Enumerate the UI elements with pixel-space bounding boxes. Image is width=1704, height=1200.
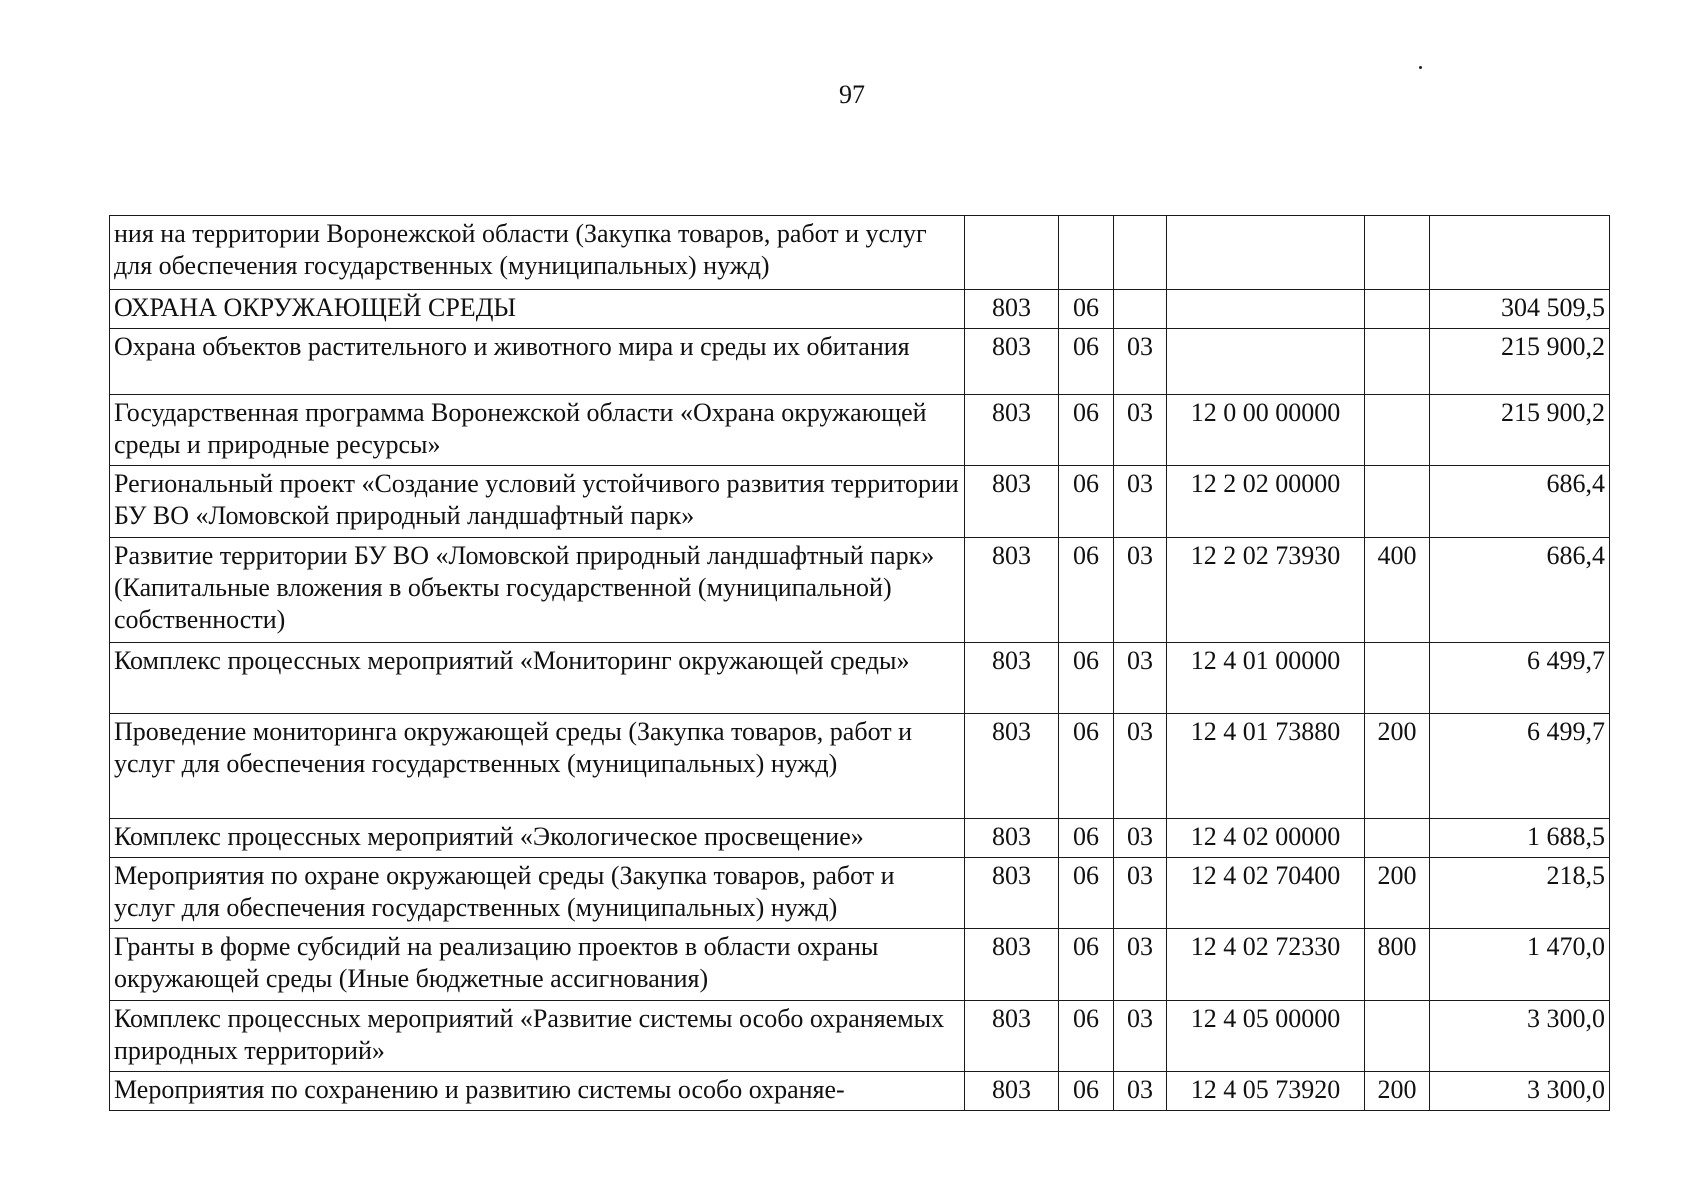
row-sum: 6 499,7 [1430, 643, 1610, 714]
table-row [110, 819, 1610, 858]
row-gr: 803 [965, 858, 1059, 929]
row-vr: 800 [1365, 929, 1430, 1001]
row-gr: 803 [965, 929, 1059, 1001]
row-gr: 803 [965, 329, 1059, 395]
row-name: Мероприятия по сохранению и развитию системы особо охраняе- [110, 1072, 965, 1111]
row-gr: 803 [965, 643, 1059, 714]
row-pr: 03 [1114, 466, 1167, 538]
row-vr [1365, 819, 1430, 858]
row-vr: 200 [1365, 714, 1430, 819]
row-gr: 803 [965, 714, 1059, 819]
row-name: Комплекс процессных мероприятий «Экологическое просвещение» [110, 819, 965, 858]
row-vr [1365, 290, 1430, 329]
page-number: 97 [839, 80, 865, 109]
row-sum: 686,4 [1430, 538, 1610, 643]
row-pr: 03 [1114, 643, 1167, 714]
row-sum: 1 470,0 [1430, 929, 1610, 1001]
row-csr [1167, 216, 1365, 290]
table-row [110, 1001, 1610, 1072]
row-sum [1430, 216, 1610, 290]
table-row [110, 466, 1610, 538]
row-pr [1114, 290, 1167, 329]
table-row [110, 714, 1610, 819]
row-csr: 12 4 05 00000 [1167, 1001, 1365, 1072]
row-rz: 06 [1059, 538, 1114, 643]
row-pr: 03 [1114, 329, 1167, 395]
row-vr: 200 [1365, 858, 1430, 929]
row-gr: 803 [965, 466, 1059, 538]
row-pr: 03 [1114, 538, 1167, 643]
row-gr: 803 [965, 1072, 1059, 1111]
row-name: Проведение мониторинга окружающей среды (Закупка товаров, работ и услуг для обеспечения государственных (муниципальных) нужд) [110, 714, 965, 819]
row-rz: 06 [1059, 329, 1114, 395]
row-rz: 06 [1059, 819, 1114, 858]
table-row [110, 290, 1610, 329]
row-sum: 215 900,2 [1430, 329, 1610, 395]
row-csr: 12 2 02 73930 [1167, 538, 1365, 643]
row-vr [1365, 216, 1430, 290]
row-csr [1167, 290, 1365, 329]
scan-artifact [1419, 66, 1422, 69]
row-rz [1059, 216, 1114, 290]
row-gr: 803 [965, 819, 1059, 858]
row-gr: 803 [965, 395, 1059, 466]
row-rz: 06 [1059, 1072, 1114, 1111]
row-name: Охрана объектов растительного и животного мира и среды их обитания [110, 329, 965, 395]
row-pr: 03 [1114, 1072, 1167, 1111]
row-name: Комплекс процессных мероприятий «Развитие системы особо охраняемых природных территорий» [110, 1001, 965, 1072]
row-name: Гранты в форме субсидий на реализацию проектов в области охраны окружающей среды (Иные бюджетные ассигнования) [110, 929, 965, 1001]
row-rz: 06 [1059, 643, 1114, 714]
row-sum: 3 300,0 [1430, 1001, 1610, 1072]
table-row [110, 1072, 1610, 1111]
row-pr: 03 [1114, 858, 1167, 929]
row-rz: 06 [1059, 395, 1114, 466]
row-rz: 06 [1059, 290, 1114, 329]
row-csr: 12 4 01 00000 [1167, 643, 1365, 714]
row-pr: 03 [1114, 929, 1167, 1001]
row-rz: 06 [1059, 1001, 1114, 1072]
row-sum: 3 300,0 [1430, 1072, 1610, 1111]
row-sum: 215 900,2 [1430, 395, 1610, 466]
row-vr [1365, 395, 1430, 466]
table-row [110, 329, 1610, 395]
row-name: Комплекс процессных мероприятий «Мониторинг окружающей среды» [110, 643, 965, 714]
row-sum: 686,4 [1430, 466, 1610, 538]
row-vr [1365, 1001, 1430, 1072]
row-csr: 12 4 02 72330 [1167, 929, 1365, 1001]
row-sum: 1 688,5 [1430, 819, 1610, 858]
row-csr: 12 4 02 00000 [1167, 819, 1365, 858]
row-vr: 400 [1365, 538, 1430, 643]
table-row [110, 858, 1610, 929]
row-rz: 06 [1059, 929, 1114, 1001]
row-csr [1167, 329, 1365, 395]
row-gr: 803 [965, 1001, 1059, 1072]
row-name: Развитие территории БУ ВО «Ломовской природный ландшафтный парк» (Капитальные вложения в объекты государственной (муниципальной) собственности) [110, 538, 965, 643]
row-pr: 03 [1114, 1001, 1167, 1072]
row-name: ОХРАНА ОКРУЖАЮЩЕЙ СРЕДЫ [110, 290, 965, 329]
row-name: Мероприятия по охране окружающей среды (Закупка товаров, работ и услуг для обеспечения государственных (муниципальных) нужд) [110, 858, 965, 929]
row-vr [1365, 466, 1430, 538]
row-rz: 06 [1059, 858, 1114, 929]
row-vr: 200 [1365, 1072, 1430, 1111]
table-row [110, 643, 1610, 714]
row-csr: 12 4 05 73920 [1167, 1072, 1365, 1111]
row-name: Региональный проект «Создание условий устойчивого развития территории БУ ВО «Ломовской природный ландшафтный парк» [110, 466, 965, 538]
row-sum: 6 499,7 [1430, 714, 1610, 819]
row-gr [965, 216, 1059, 290]
table-row [110, 216, 1610, 290]
row-gr: 803 [965, 290, 1059, 329]
row-rz: 06 [1059, 466, 1114, 538]
row-csr: 12 0 00 00000 [1167, 395, 1365, 466]
row-csr: 12 4 01 73880 [1167, 714, 1365, 819]
row-csr: 12 4 02 70400 [1167, 858, 1365, 929]
row-name: ния на территории Воронежской области (Закупка товаров, работ и услуг для обеспечения государственных (муниципальных) нужд) [110, 216, 965, 290]
row-vr [1365, 643, 1430, 714]
table-row [110, 929, 1610, 1001]
row-pr: 03 [1114, 395, 1167, 466]
budget-table [109, 215, 1610, 1111]
row-pr: 03 [1114, 819, 1167, 858]
row-sum: 304 509,5 [1430, 290, 1610, 329]
row-vr [1365, 329, 1430, 395]
row-pr: 03 [1114, 714, 1167, 819]
row-csr: 12 2 02 00000 [1167, 466, 1365, 538]
table-row [110, 538, 1610, 643]
row-name: Государственная программа Воронежской области «Охрана окружающей среды и природные ресурсы» [110, 395, 965, 466]
row-rz: 06 [1059, 714, 1114, 819]
row-sum: 218,5 [1430, 858, 1610, 929]
row-pr [1114, 216, 1167, 290]
table-row [110, 395, 1610, 466]
row-gr: 803 [965, 538, 1059, 643]
